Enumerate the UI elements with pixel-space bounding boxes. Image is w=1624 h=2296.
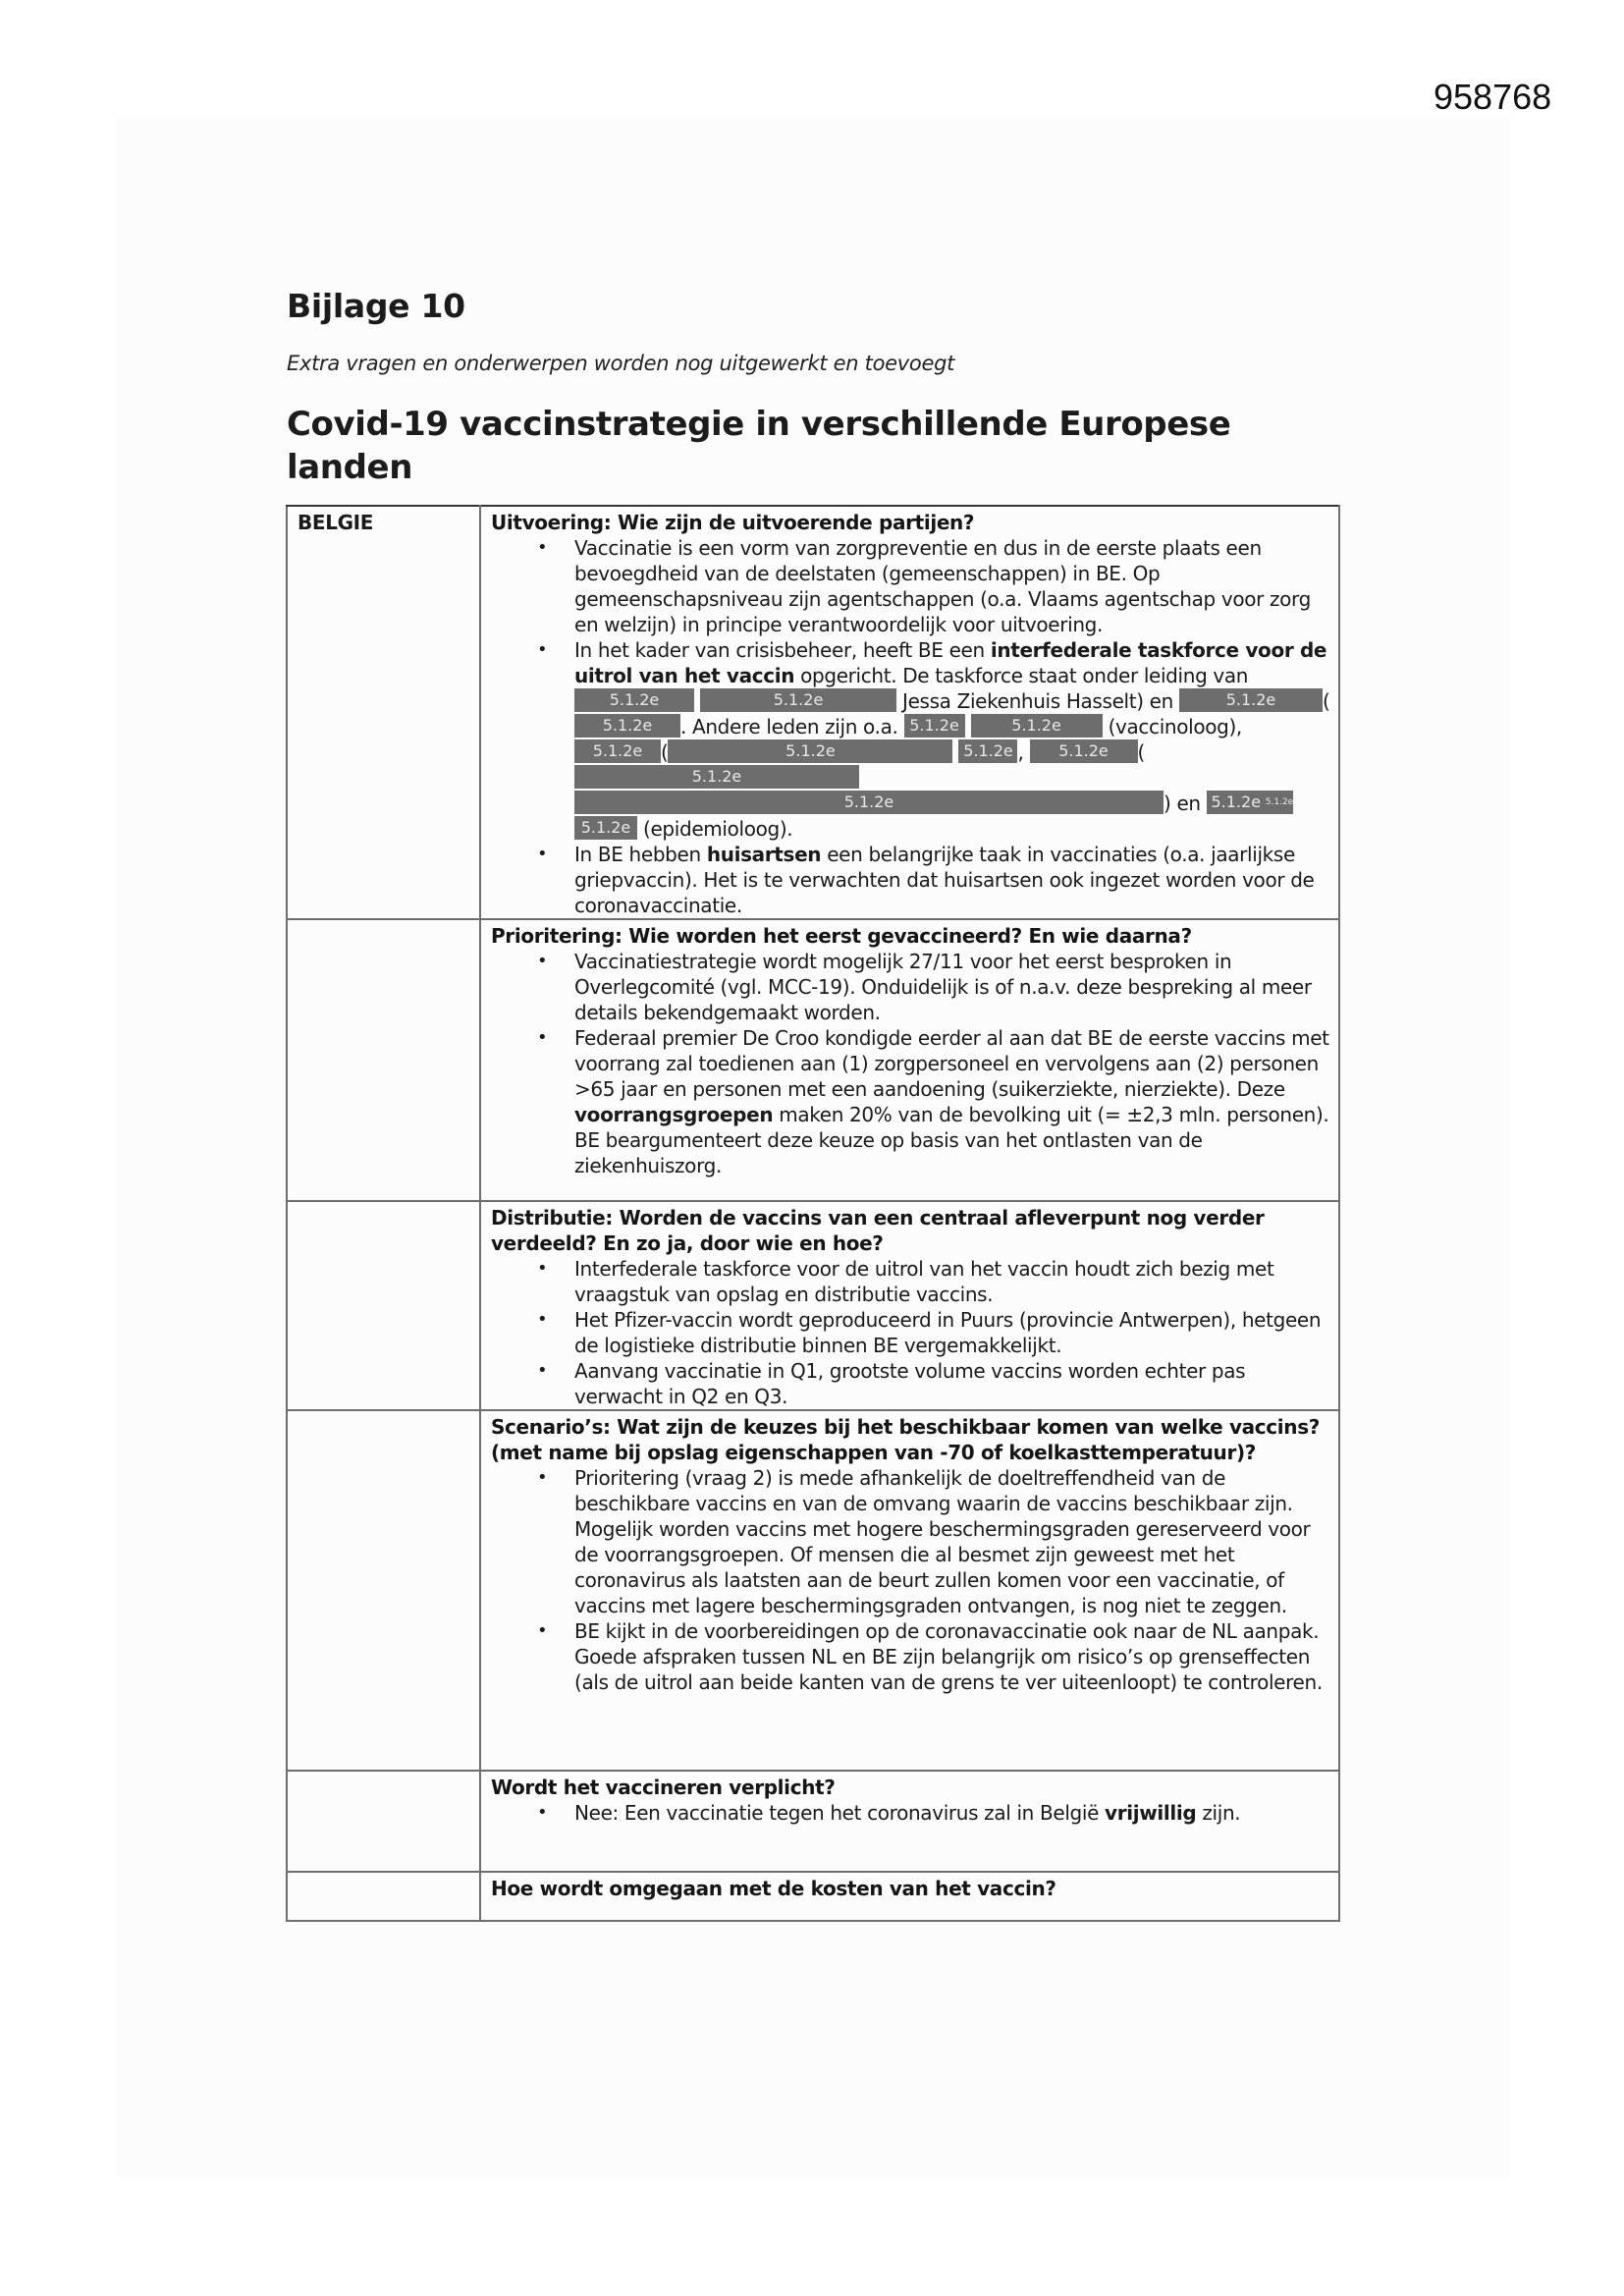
question-heading: Wordt het vaccineren verplicht? <box>491 1776 836 1799</box>
country-cell: BELGIE <box>287 506 480 919</box>
list-item: • In het kader van crisisbeheer, heeft BE een interfederale taskforce voor de uitrol van het vaccin opgericht. De taskforce staat onder leiding van 5.1.2e 5.1.2e Jessa Ziekenhuis Hasselt) en 5.1.2e (5.1.2e . Andere leden zijn o.a. 5.1.2e 5.1.2e (vaccinoloog), 5.1.2e ( 5.1.2e 5.1.2e , 5.1.2e (5.1.2e 5.1.2e ) en 5.1.2e 5.1.2e 5.1.2e (epidemioloog). <box>574 637 1330 842</box>
redaction-block: 5.1.2e <box>574 739 661 763</box>
list-item: • Prioritering (vraag 2) is mede afhankelijk de doeltreffendheid van de beschikbare vaccins en van de omvang waarin de vaccins beschikbaar zijn. Mogelijk worden vaccins met hogere beschermingsgraden gereserveerd voor de voorrangsgroepen. Of mensen die al besmet zijn geweest met het coronavirus als laatsten aan de beurt zullen komen voor een vaccinatie, of vaccins met lagere beschermingsgraden ontvangen, is nog niet te zeggen. <box>574 1465 1330 1618</box>
list-item: • Nee: Een vaccinatie tegen het coronavirus zal in België vrijwillig zijn. <box>574 1800 1330 1826</box>
subtitle: Extra vragen en onderwerpen worden nog uitgewerkt en toevoegt <box>287 352 955 375</box>
redaction-block: 5.1.2e <box>700 688 896 712</box>
content-cell <box>480 1201 1339 1410</box>
redaction-block: 5.1.2e <box>574 714 680 738</box>
content-cell <box>480 506 1339 919</box>
redaction-block: 5.1.2e <box>1030 739 1138 763</box>
list-item: • BE kijkt in de voorbereidingen op de coronavaccinatie ook naar de NL aanpak. Goede afspraken tussen NL en BE zijn belangrijk om risico’s op grenseffecten (als de uitrol aan beide kanten van de grens te ver uiteenloopt) te controleren. <box>574 1618 1330 1695</box>
bullet-list <box>491 1800 1330 1826</box>
appendix-title: Bijlage 10 <box>287 287 465 325</box>
document-number: 958768 <box>1434 77 1552 117</box>
bullet-list <box>491 949 1330 1178</box>
table-row-uitvoering <box>287 506 1339 919</box>
country-cell-empty <box>287 919 480 1201</box>
bullet-list <box>491 1256 1330 1409</box>
question-heading: Distributie: Worden de vaccins van een centraal afleverpunt nog verder verdeeld? En zo ja, door wie en hoe? <box>491 1206 1265 1255</box>
redaction-block: 5.1.2e <box>574 791 1164 814</box>
table-row-distributie <box>287 1201 1339 1410</box>
list-item: • Federaal premier De Croo kondigde eerder al aan dat BE de eerste vaccins met voorrang zal toedienen aan (1) zorgpersoneel en vervolgens aan (2) personen >65 jaar en personen met een aandoening (suikerziekte, nierziekte). Deze voorrangsgroepen maken 20% van de bevolking uit (= ±2,3 mln. personen). BE beargumenteert deze keuze op basis van het ontlasten van de ziekenhuiszorg. <box>574 1025 1330 1178</box>
content-cell <box>480 1872 1339 1921</box>
bullet-list <box>491 1465 1330 1695</box>
redaction-block: 5.1.2e <box>574 765 859 789</box>
bullet-list <box>491 535 1330 918</box>
country-cell-empty <box>287 1872 480 1921</box>
content-cell <box>480 1410 1339 1771</box>
table-row-kosten <box>287 1872 1339 1921</box>
list-item: • Aanvang vaccinatie in Q1, grootste volume vaccins worden echter pas verwacht in Q2 en Q3. <box>574 1358 1330 1409</box>
question-heading: Uitvoering: Wie zijn de uitvoerende partijen? <box>491 511 975 534</box>
redaction-block: 5.1.2e <box>1266 791 1293 814</box>
list-item: • Interfederale taskforce voor de uitrol van het vaccin houdt zich bezig met vraagstuk van opslag en distributie vaccins. <box>574 1256 1330 1307</box>
redaction-block: 5.1.2e <box>1207 791 1266 814</box>
content-cell <box>480 919 1339 1201</box>
question-heading: Hoe wordt omgegaan met de kosten van het vaccin? <box>491 1877 1056 1900</box>
table-row-prioritering <box>287 919 1339 1201</box>
redaction-block: 5.1.2e <box>574 688 694 712</box>
redaction-block: 5.1.2e <box>904 714 965 738</box>
country-cell-empty <box>287 1201 480 1410</box>
page-title: Covid-19 vaccinstrategie in verschillende Europese landen <box>287 405 1231 487</box>
list-item: • In BE hebben huisartsen een belangrijke taak in vaccinaties (o.a. jaarlijkse griepvaccin). Het is te verwachten dat huisartsen ook ingezet worden voor de coronavaccinatie. <box>574 842 1330 918</box>
redaction-block: 5.1.2e <box>668 739 952 763</box>
list-item: • Vaccinatie is een vorm van zorgpreventie en dus in de eerste plaats een bevoegdheid van de deelstaten (gemeenschappen) in BE. Op gemeenschapsniveau zijn agentschappen (o.a. Vlaams agentschap voor zorg en welzijn) in principe verantwoordelijk voor uitvoering. <box>574 535 1330 637</box>
redaction-block: 5.1.2e <box>1179 688 1323 712</box>
question-heading: Scenario’s: Wat zijn de keuzes bij het beschikbaar komen van welke vaccins? (met name bij opslag eigenschappen van -70 of koelkasttemperatuur)? <box>491 1415 1320 1464</box>
list-item: • Vaccinatiestrategie wordt mogelijk 27/11 voor het eerst besproken in Overlegcomité (vgl. MCC-19). Onduidelijk is of n.a.v. deze bespreking al meer details bekendgemaakt worden. <box>574 949 1330 1025</box>
redaction-block: 5.1.2e <box>971 714 1103 738</box>
list-item: • Het Pfizer-vaccin wordt geproduceerd in Puurs (provincie Antwerpen), hetgeen de logistieke distributie binnen BE vergemakkelijkt. <box>574 1307 1330 1358</box>
redaction-block: 5.1.2e <box>574 816 637 840</box>
country-cell-empty <box>287 1410 480 1771</box>
question-heading: Prioritering: Wie worden het eerst gevaccineerd? En wie daarna? <box>491 924 1192 948</box>
table-row-scenarios <box>287 1410 1339 1771</box>
content-cell <box>480 1771 1339 1872</box>
table-row-verplicht <box>287 1771 1339 1872</box>
redaction-block: 5.1.2e <box>958 739 1017 763</box>
country-strategy-table <box>286 505 1340 1922</box>
country-cell-empty <box>287 1771 480 1872</box>
